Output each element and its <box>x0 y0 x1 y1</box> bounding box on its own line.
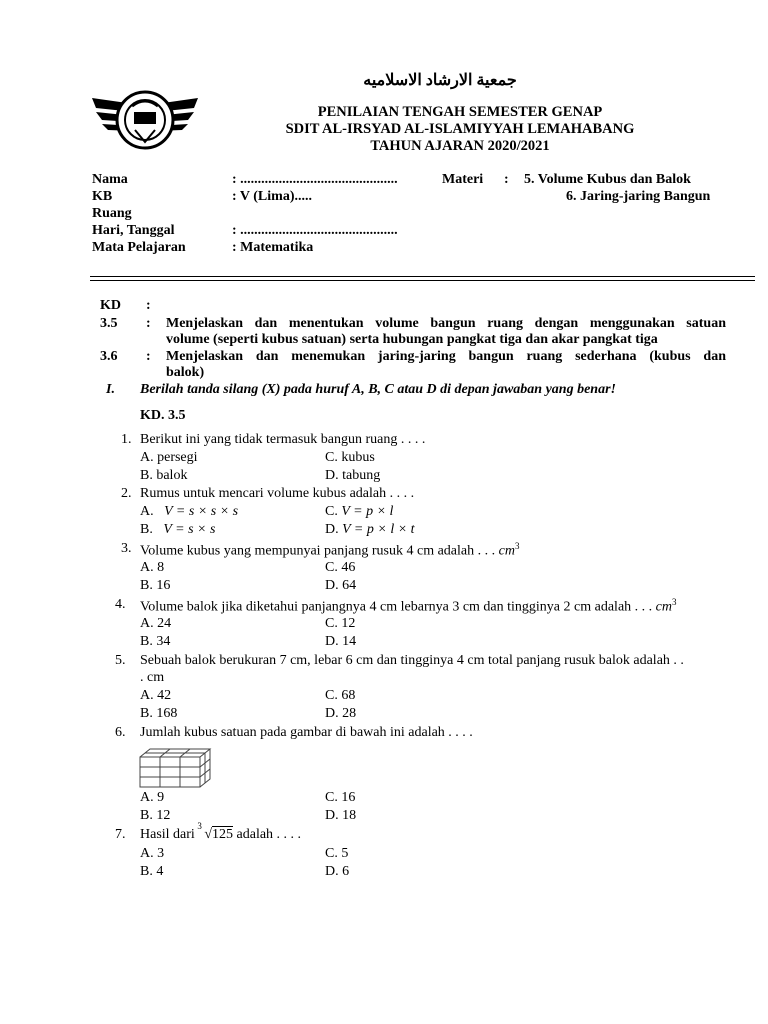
q2-option-c-letter: C. <box>325 504 338 519</box>
kd-35-text-line2: volume (seperti kubus satuan) serta hubungan pangkat tiga dan akar pangkat tiga <box>166 332 658 347</box>
q4-exponent: 3 <box>671 597 677 607</box>
q1-option-d[interactable]: D. tabung <box>325 468 381 483</box>
school-name: SDIT AL-IRSYAD AL-ISLAMIYYAH LEMAHABANG <box>285 121 635 137</box>
q5-option-b[interactable]: B. 168 <box>140 706 178 721</box>
hari-value: : ............................................. <box>232 223 398 238</box>
exam-title: PENILAIAN TENGAH SEMESTER GENAP <box>317 104 603 120</box>
q1-option-a[interactable]: A. persegi <box>140 450 198 465</box>
q3-option-d[interactable]: D. 64 <box>325 578 357 593</box>
section-instruction: Berilah tanda silang (X) pada huruf A, B, C atau D di depan jawaban yang benar! <box>140 382 616 397</box>
question-6-text: Jumlah kubus satuan pada gambar di bawah ini adalah . . . . <box>140 725 473 740</box>
materi-item-2: 6. Jaring-jaring Bangun <box>566 189 711 204</box>
cube-grid-figure <box>138 747 214 789</box>
question-5-text-cont: . cm <box>140 670 165 685</box>
radicand: 125 <box>212 827 234 842</box>
q4-option-c[interactable]: C. 12 <box>325 616 356 631</box>
q7-option-d[interactable]: D. 6 <box>325 864 350 879</box>
q6-option-d[interactable]: D. 18 <box>325 808 357 823</box>
q5-option-d[interactable]: D. 28 <box>325 706 357 721</box>
mapel-value: : Matematika <box>232 240 314 255</box>
kb-label: KB <box>92 189 113 204</box>
q3-exponent: 3 <box>514 541 520 551</box>
q1-option-b[interactable]: B. balok <box>140 468 188 483</box>
q1-option-c[interactable]: C. kubus <box>325 450 375 465</box>
question-2-text: Rumus untuk mencari volume kubus adalah . . . . <box>140 486 415 501</box>
kd-label: KD <box>100 298 121 313</box>
q3-option-b[interactable]: B. 16 <box>140 578 171 593</box>
kd-heading: KD. 3.5 <box>140 408 186 423</box>
q2-option-d-formula: V = p × l × t <box>342 522 415 537</box>
question-7-post: adalah . . . . <box>236 827 302 842</box>
q3-option-c[interactable]: C. 46 <box>325 560 356 575</box>
materi-colon: : <box>504 172 509 187</box>
question-4-body: Volume balok jika diketahui panjangnya 4 cm lebarnya 3 cm dan tingginya 2 cm adalah . . . <box>140 599 653 615</box>
kd-36-number: 3.6 <box>100 349 118 364</box>
kd-colon: : <box>146 298 151 313</box>
q2-option-b[interactable] <box>140 522 215 538</box>
divider-top <box>90 276 755 277</box>
ruang-label: Ruang <box>92 206 132 221</box>
q4-option-a[interactable]: A. 24 <box>140 616 172 631</box>
q4-option-b[interactable]: B. 34 <box>140 634 171 649</box>
q5-option-c[interactable]: C. 68 <box>325 688 356 703</box>
root-sign: √ <box>204 827 213 842</box>
question-4-text <box>140 597 676 616</box>
school-logo <box>90 80 200 160</box>
question-7-number: 7. <box>115 827 126 842</box>
kd-36-colon: : <box>146 349 151 364</box>
question-2-number: 2. <box>121 486 132 501</box>
question-3-body: Volume kubus yang mempunyai panjang rusuk 4 cm adalah . . . <box>140 543 496 559</box>
section-roman: I. <box>106 382 115 397</box>
q3-unit: cm <box>498 543 515 559</box>
q2-option-b-formula: V = s × s <box>163 522 216 537</box>
question-5-number: 5. <box>115 653 126 668</box>
divider-bottom <box>90 280 755 281</box>
kd-36-text-line2: balok) <box>166 365 205 380</box>
question-7-pre: Hasil dari <box>140 827 195 842</box>
q2-option-c-formula: V = p × l <box>341 504 394 519</box>
q3-option-a[interactable]: A. 8 <box>140 560 165 575</box>
kd-35-colon: : <box>146 316 151 331</box>
q2-option-a[interactable] <box>140 504 238 520</box>
question-1-number: 1. <box>121 432 132 447</box>
q6-option-c[interactable]: C. 16 <box>325 790 356 805</box>
question-7-text <box>140 821 302 843</box>
q7-option-c[interactable]: C. 5 <box>325 846 349 861</box>
q6-option-b[interactable]: B. 12 <box>140 808 171 823</box>
materi-item-1: 5. Volume Kubus dan Balok <box>524 172 691 187</box>
mapel-label: Mata Pelajaran <box>92 240 186 255</box>
nama-value: : ............................................. <box>232 172 398 187</box>
kd-35-text-line1: Menjelaskan dan menentukan volume bangun ruang dengan menggunakan satuan <box>166 316 726 331</box>
root-index: 3 <box>197 821 202 831</box>
q2-option-d-letter: D. <box>325 522 339 537</box>
q2-option-d[interactable] <box>325 522 415 538</box>
kd-35-number: 3.5 <box>100 316 118 331</box>
arabic-title: جمعية الارشاد الاسلاميه <box>363 72 517 89</box>
nama-label: Nama <box>92 172 128 187</box>
kd-36-text-line1: Menjelaskan dan menemukan jaring-jaring bangun ruang sederhana (kubus dan <box>166 349 726 364</box>
cube-root-expression <box>197 821 234 842</box>
q7-option-a[interactable]: A. 3 <box>140 846 165 861</box>
q2-option-b-letter: B. <box>140 522 153 537</box>
q4-option-d[interactable]: D. 14 <box>325 634 357 649</box>
question-1-text: Berikut ini yang tidak termasuk bangun ruang . . . . <box>140 432 426 447</box>
hari-label: Hari, Tanggal <box>92 223 175 238</box>
q2-option-c[interactable] <box>325 504 393 520</box>
kb-value: : V (Lima)..... <box>232 189 312 204</box>
q5-option-a[interactable]: A. 42 <box>140 688 172 703</box>
q7-option-b[interactable]: B. 4 <box>140 864 164 879</box>
question-3-number: 3. <box>121 541 132 556</box>
academic-year: TAHUN AJARAN 2020/2021 <box>370 138 550 154</box>
q2-option-a-letter: A. <box>140 504 154 519</box>
q6-option-a[interactable]: A. 9 <box>140 790 165 805</box>
q2-option-a-formula: V = s × s × s <box>164 504 239 519</box>
question-5-text: Sebuah balok berukuran 7 cm, lebar 6 cm dan tingginya 4 cm total panjang rusuk balok adalah . . <box>140 653 684 668</box>
question-3-text <box>140 541 519 560</box>
materi-label: Materi <box>442 172 484 187</box>
question-6-number: 6. <box>115 725 126 740</box>
question-4-number: 4. <box>115 597 126 612</box>
q4-unit: cm <box>655 599 672 615</box>
